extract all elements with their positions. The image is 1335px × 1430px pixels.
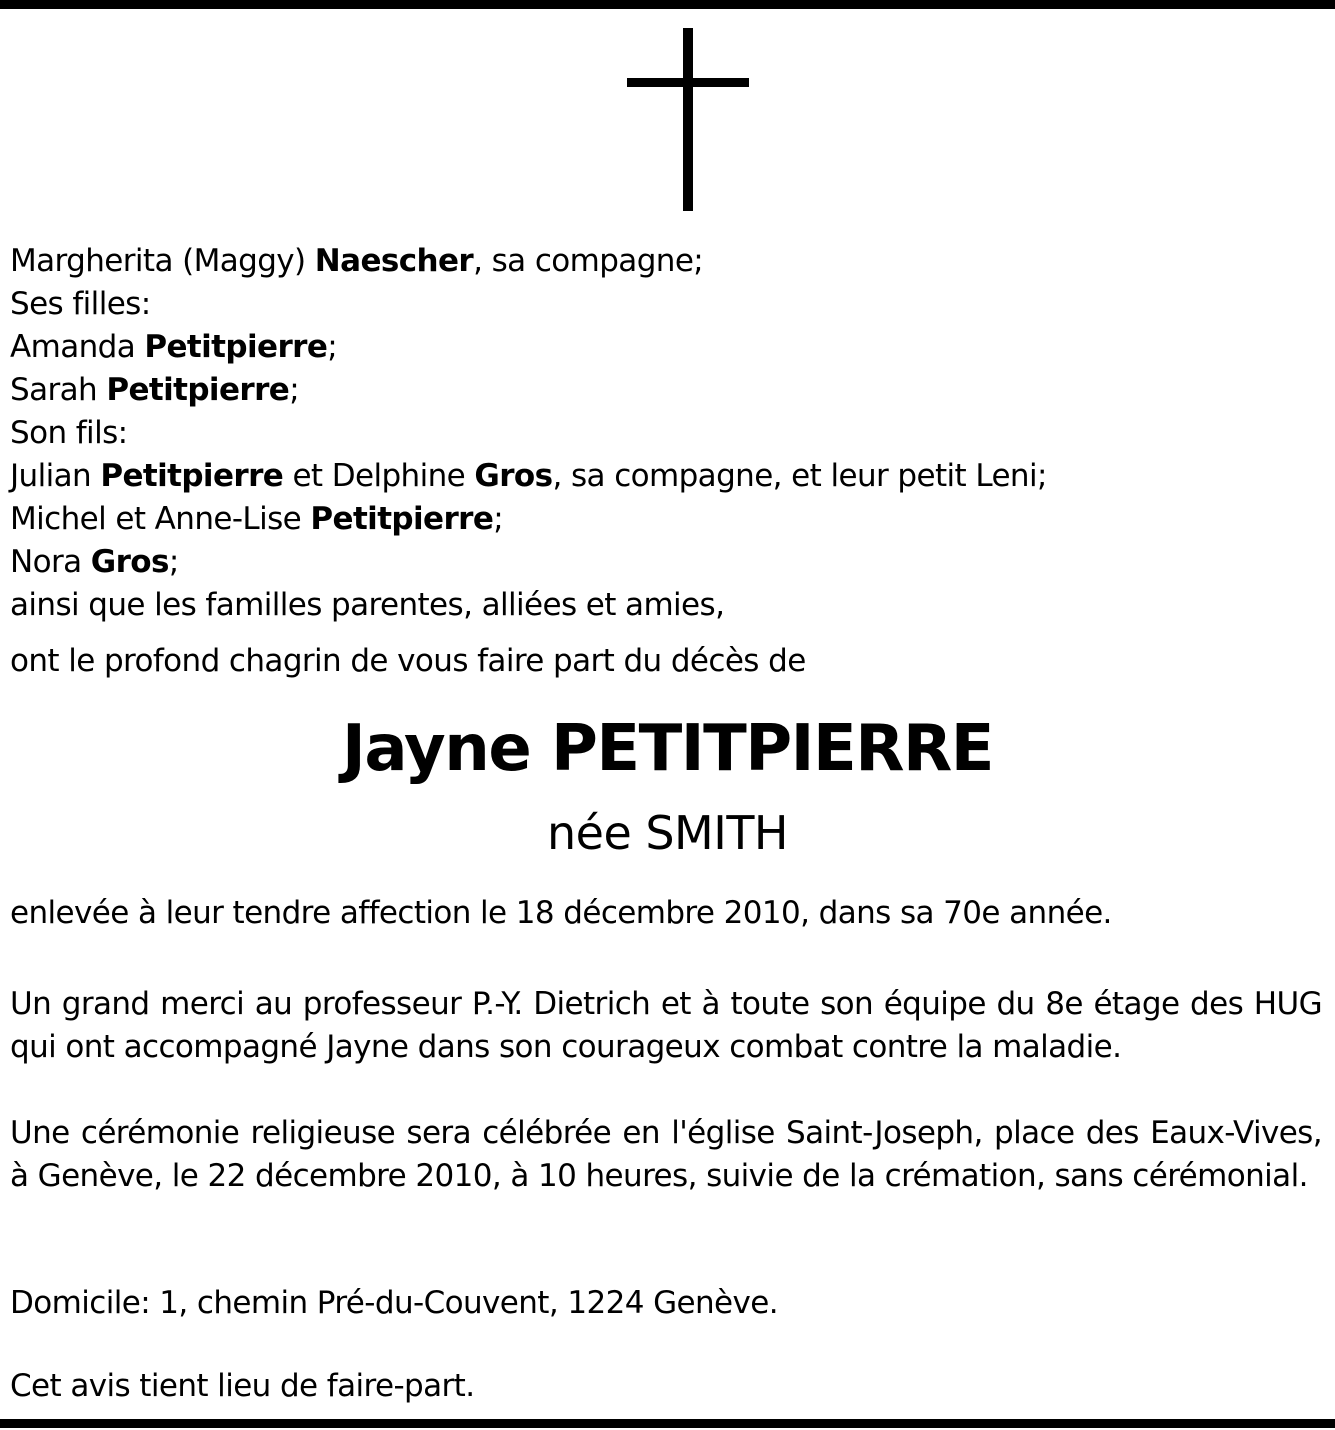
family-line: Amanda Petitpierre; [10,329,338,365]
death-date-line: enlevée à leur tendre affection le 18 décembre 2010, dans sa 70e année. [10,895,1112,931]
deceased-name: Jayne PETITPIERRE [342,712,993,786]
announcement-text: ont le profond chagrin de vous faire part du décès de [10,643,806,679]
ceremony-paragraph: Une cérémonie religieuse sera célébrée en l'église Saint-Joseph, place des Eaux-Vives, à Genève, le 22 décembre 2010, à 10 heures, suivie de la crémation, sans cérémonial. [10,1115,1322,1194]
family-line: Margherita (Maggy) Naescher, sa compagne; [10,243,704,279]
family-line: Michel et Anne-Lise Petitpierre; [10,501,504,537]
cross-vertical-bar [683,28,693,211]
family-line: Ses filles: [10,286,151,322]
family-line: Nora Gros; [10,544,179,580]
family-line: Son fils: [10,415,128,451]
family-line: ainsi que les familles parentes, alliées et amies, [10,587,725,623]
bottom-border-rule [0,1419,1335,1428]
thanks-paragraph: Un grand merci au professeur P.-Y. Dietrich et à toute son équipe du 8e étage des HUG qui ont accompagné Jayne dans son courageux combat contre la maladie. [10,986,1322,1065]
family-line: Julian Petitpierre et Delphine Gros, sa compagne, et leur petit Leni; [10,458,1047,494]
cross-icon [627,28,749,211]
top-border-rule [0,0,1335,9]
family-line: Sarah Petitpierre; [10,372,300,408]
cross-horizontal-bar [627,78,749,87]
notice-line: Cet avis tient lieu de faire-part. [10,1368,475,1404]
maiden-name: née SMITH [546,806,789,860]
domicile-line: Domicile: 1, chemin Pré-du-Couvent, 1224 Genève. [10,1285,778,1321]
